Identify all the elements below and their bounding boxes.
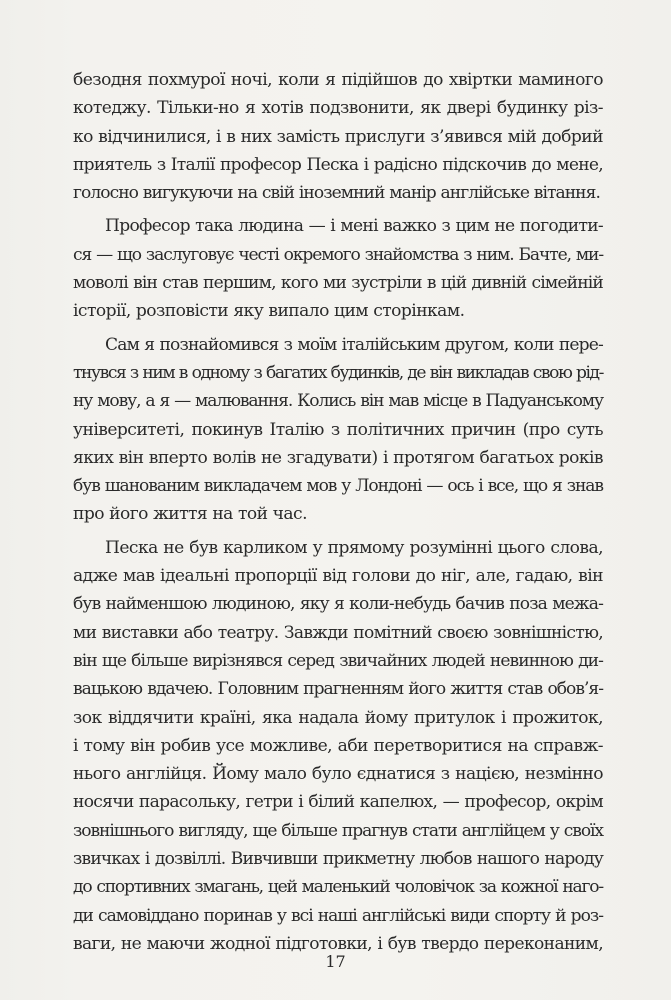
text-line: Сам я познайомився з моїм італійським другом, коли пере- bbox=[105, 334, 603, 355]
text-line: яких він вперто волів не згадувати) і протягом багатьох років bbox=[73, 447, 603, 468]
text-line: університеті, покинув Італію з політичних причин (про суть bbox=[73, 419, 603, 440]
text-line: історії, розповісти яку випало цим сторінкам. bbox=[73, 301, 465, 322]
text-line: приятель з Італії професор Песка і радісно підскочив до мене, bbox=[73, 154, 603, 175]
text-line: голосно вигукуючи на свій іноземний манір англійське вітання. bbox=[73, 183, 600, 204]
text-line: зовнішнього вигляду, ще більше прагнув стати англійцем у своїх bbox=[73, 820, 603, 841]
text-line: безодня похмурої ночі, коли я підійшов до хвіртки маминого bbox=[73, 70, 603, 90]
text-line: до спортивних змагань, цей маленький чоловічок за кожної наго- bbox=[73, 877, 603, 898]
paragraph bbox=[73, 66, 603, 207]
text-line: вацькою вдачею. Головним прагненням його життя став обов’я- bbox=[73, 679, 603, 700]
paragraph bbox=[73, 534, 603, 958]
paragraph bbox=[73, 212, 603, 325]
text-line: тнувся з ним в одному з багатих будинків, де він викладав свою рід- bbox=[73, 362, 603, 383]
text-line: ся — що заслуговує честі окремого знайомства з ним. Бачте, ми- bbox=[73, 244, 603, 265]
text-line: був найменшою людиною, яку я коли-небудь бачив поза межа- bbox=[73, 594, 603, 615]
text-line: адже мав ідеальні пропорції від голови до ніг, але, гадаю, він bbox=[73, 566, 603, 587]
paragraph bbox=[73, 331, 603, 529]
text-line: зок віддячити країні, яка надала йому притулок і прожиток, bbox=[73, 707, 603, 728]
page-number: 17 bbox=[325, 952, 346, 971]
text-line: ди самовіддано поринав у всі наші англійські види спорту й роз- bbox=[73, 905, 603, 926]
text-line: Песка не був карликом у прямому розумінні цього слова, bbox=[105, 537, 603, 558]
text-line: і тому він робив усе можливе, аби перетворитися на справж- bbox=[73, 735, 603, 756]
text-line: ну мову, а я — малювання. Колись він мав місце в Падуанському bbox=[73, 391, 603, 412]
text-line: ми виставки або театру. Завжди помітний своєю зовнішністю, bbox=[73, 622, 603, 643]
body-text bbox=[73, 66, 603, 963]
text-line: Професор така людина — і мені важко з цим не погодити- bbox=[105, 216, 603, 237]
text-line: моволі він став першим, кого ми зустріли в цій дивній сімейній bbox=[73, 273, 603, 294]
text-line: ко відчинилися, і в них замість прислуги з’явився мій добрий bbox=[73, 126, 603, 147]
text-line: про його життя на той час. bbox=[73, 504, 307, 525]
text-line: нього англійця. Йому мало було єднатися з нацією, незмінно bbox=[73, 764, 603, 785]
text-line: котеджу. Тільки-но я хотів подзвонити, як двері будинку різ- bbox=[73, 98, 603, 119]
text-line: ваги, не маючи жодної підготовки, і був твердо переконаним, bbox=[73, 933, 603, 954]
text-line: він ще більше вирізнявся серед звичайних людей невинною ди- bbox=[73, 650, 603, 671]
text-line: звичках і дозвіллі. Вивчивши прикметну любов нашого народу bbox=[73, 849, 603, 870]
text-line: носячи парасольку, гетри і білий капелюх, — професор, окрім bbox=[73, 792, 603, 813]
text-line: був шанованим викладачем мов у Лондоні — ось і все, що я знав bbox=[73, 476, 603, 497]
